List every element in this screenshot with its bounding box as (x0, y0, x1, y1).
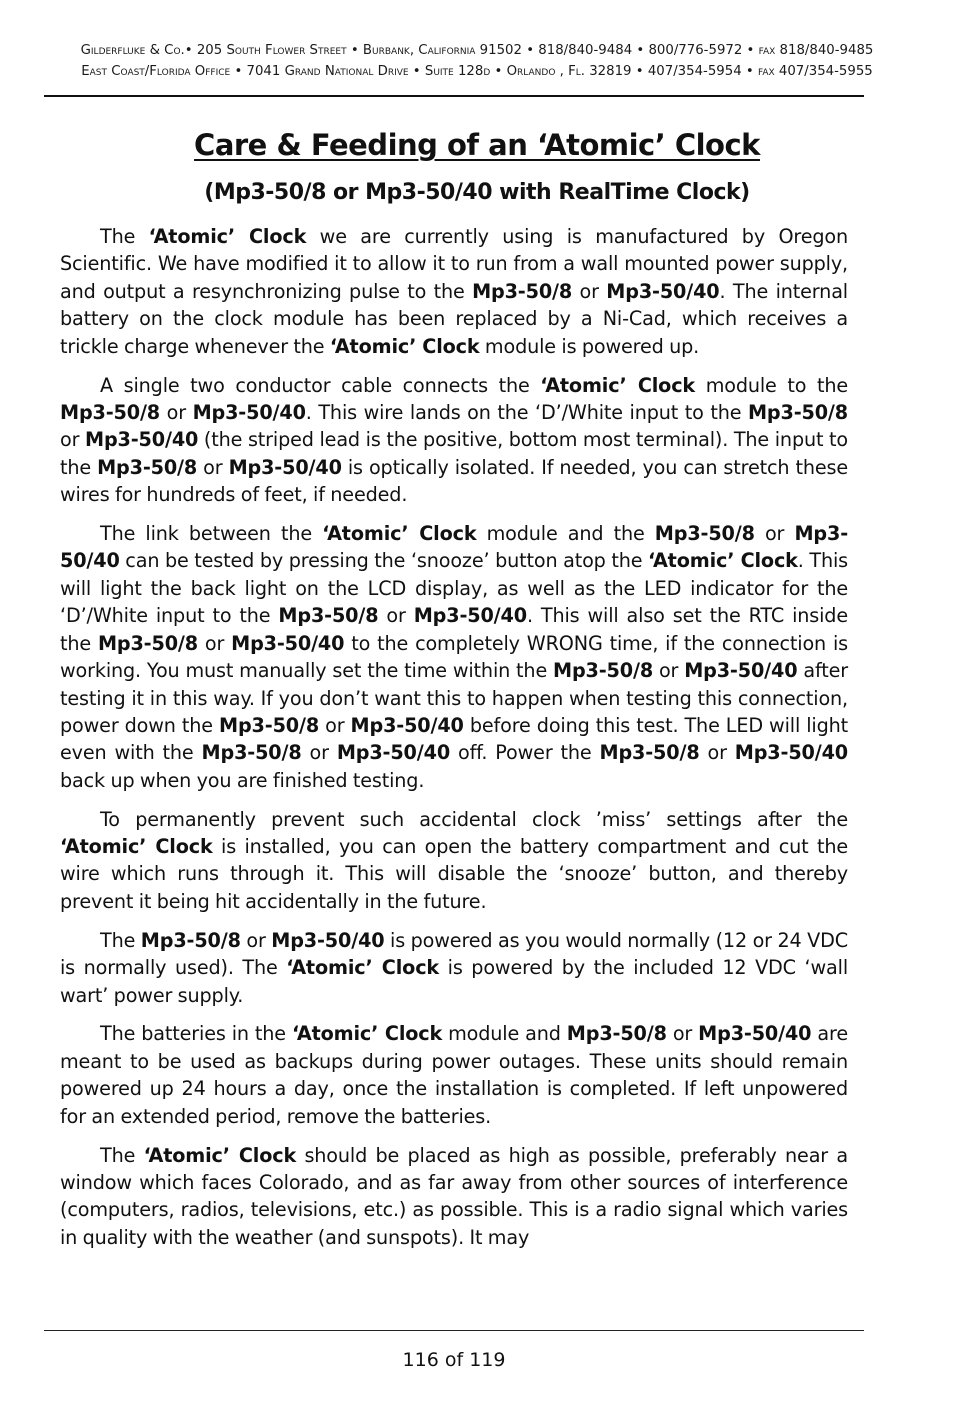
text-run: or (653, 659, 685, 683)
bold-term: Mp3-50/8 (97, 455, 198, 479)
bold-term: Mp3-50/8 (140, 928, 241, 952)
text-run: we are currently using is manufactured by Oregon Scientific. We have modified it to allow it to run from a wall mounted power supply, and output a resynchronizing pulse to the (60, 225, 849, 303)
text-run: or (160, 400, 193, 424)
text-run: is powered by the included 12 VDC ‘wall wart’ power supply. (60, 956, 849, 1007)
bold-term: ‘Atomic’ Clock (60, 835, 213, 859)
bold-term: Mp3-50/8 (599, 741, 700, 765)
bold-term: Mp3-50/8 (97, 631, 198, 655)
body-paragraph (60, 372, 848, 509)
text-run: module to the (695, 373, 848, 397)
text-run: . The internal battery on the clock module has been replaced by a Ni-Cad, which receives a trickle charge whenever the (60, 279, 848, 358)
text-run: To permanently prevent such accidental clock ’miss’ settings after the (100, 807, 848, 831)
bold-term: Mp3-50/8 (201, 741, 302, 765)
text-run: The (100, 928, 141, 952)
body-paragraph (60, 223, 848, 360)
text-run: The link between the (100, 522, 323, 546)
text-run: . This will light the back light on the LCD display, as well as the LED indicator for the ‘D’/White input to the (60, 549, 848, 628)
header-address-line-1: Gilderfluke & Co.• 205 South Flower Street • Burbank, California 91502 • 818/840-9484 • 800/776-5972 • fax 818/840-9485 (80, 43, 874, 58)
body-paragraph (60, 806, 848, 916)
bold-term: Mp3-50/8 (278, 604, 379, 628)
bold-term: Mp3-50/40 (350, 713, 464, 737)
text-run: off. Power the (450, 741, 600, 765)
text-run: or (754, 522, 795, 546)
bold-term: Mp3-50/40 (336, 741, 451, 765)
page-title: Care & Feeding of an ‘Atomic’ Clock (194, 128, 760, 162)
bold-term: Mp3-50/40 (271, 928, 385, 952)
text-run: is installed, you can open the battery compartment and cut the wire which runs through it. This will disable the ‘snooze’ button, and thereby prevent it being hit accidentally in the future. (60, 835, 848, 913)
bold-term: Mp3-50/40 (60, 522, 849, 573)
footer-divider (44, 1330, 864, 1331)
bold-term: ‘Atomic’ Clock (143, 1143, 297, 1167)
page-number: 116 of 119 (402, 1349, 506, 1371)
body-paragraph (60, 520, 848, 794)
bold-term: Mp3-50/8 (219, 713, 320, 737)
text-run: or (378, 604, 414, 628)
bold-term: Mp3-50/40 (231, 631, 345, 655)
body-paragraph (60, 927, 848, 1009)
bold-term: ‘Atomic’ Clock (286, 956, 440, 980)
text-run: before doing this test. The LED will light even with the (60, 713, 848, 765)
bold-term: Mp3-50/40 (192, 400, 306, 424)
body-paragraph (60, 1020, 848, 1130)
bold-term: ‘Atomic’ Clock (148, 225, 307, 248)
text-run: The batteries in the (100, 1022, 292, 1046)
bold-term: Mp3-50/40 (228, 455, 342, 479)
bold-term: Mp3-50/8 (566, 1022, 667, 1046)
text-run: or (60, 428, 86, 452)
text-run: or (197, 455, 229, 479)
text-run: module and (442, 1022, 567, 1046)
text-run: . This wire lands on the ‘D’/White input to the (305, 400, 748, 424)
header-address-line-2: East Coast/Florida Office • 7041 Grand National Drive • Suite 128d • Orlando , Fl. 32819 • 407/354-5954 • fax 407/354-5955 (81, 64, 873, 79)
text-run: or (666, 1022, 699, 1046)
text-run: can be tested by pressing the ‘snooze’ button atop the (119, 549, 649, 573)
text-run: The (100, 225, 149, 248)
bold-term: ‘Atomic’ Clock (329, 334, 480, 358)
text-run: or (301, 741, 337, 765)
text-run: or (699, 741, 735, 765)
text-run: or (319, 713, 351, 737)
text-run: module and the (476, 522, 655, 546)
bold-term: ‘Atomic’ Clock (291, 1022, 443, 1046)
text-run: (the striped lead is the positive, bottom most terminal). The input to the (60, 428, 848, 479)
header-divider (44, 95, 864, 97)
bold-term: Mp3-50/40 (698, 1022, 812, 1046)
text-run: to the completely WRONG time, if the connection is working. You must manually set the time within the (60, 631, 848, 683)
bold-term: ‘Atomic’ Clock (540, 373, 696, 397)
body-paragraph (60, 1142, 848, 1252)
body-text (60, 223, 848, 1263)
text-run: or (572, 279, 607, 303)
text-run: should be placed as high as possible, preferably near a window which faces Colorado, and as far away from other sources of interference (computers, radios, televisions, etc.) as possible. This is a radio signal which varies in quality with the weather (and sunspots). It may (60, 1143, 849, 1249)
bold-term: Mp3-50/40 (606, 279, 720, 303)
bold-term: Mp3-50/40 (85, 428, 199, 452)
text-run: is powered as you would normally (12 or 24 VDC is normally used). The (60, 928, 848, 980)
bold-term: Mp3-50/8 (472, 279, 573, 303)
text-run: after testing it in this way. If you don’t want this to happen when testing this connection, power down the (60, 659, 848, 737)
bold-term: ‘Atomic’ Clock (322, 522, 477, 546)
text-run: The (100, 1143, 144, 1167)
text-run: back up when you are finished testing. (60, 768, 425, 792)
text-run: A single two conductor cable connects the (100, 373, 541, 397)
text-run: or (240, 928, 272, 952)
bold-term: Mp3-50/40 (413, 604, 527, 628)
bold-term: Mp3-50/8 (654, 522, 755, 546)
bold-term: Mp3-50/8 (553, 659, 654, 683)
text-run: module is powered up. (479, 334, 700, 358)
page-subtitle: (Mp3-50/8 or Mp3-50/40 with RealTime Clock) (204, 180, 750, 205)
bold-term: Mp3-50/8 (60, 400, 161, 424)
text-run: is optically isolated. If needed, you can stretch these wires for hundreds of feet, if needed. (60, 455, 848, 507)
page-header (0, 40, 954, 82)
text-run: are meant to be used as backups during power outages. These units should remain powered up 24 hours a day, once the installation is completed. If left unpowered for an extended period, remove the batteries. (60, 1022, 848, 1128)
text-run: or (197, 631, 232, 655)
bold-term: Mp3-50/40 (734, 741, 848, 765)
bold-term: Mp3-50/40 (684, 659, 798, 683)
bold-term: Mp3-50/8 (747, 400, 848, 424)
text-run: . This will also set the RTC inside the (60, 604, 848, 655)
bold-term: ‘Atomic’ Clock (648, 549, 798, 573)
